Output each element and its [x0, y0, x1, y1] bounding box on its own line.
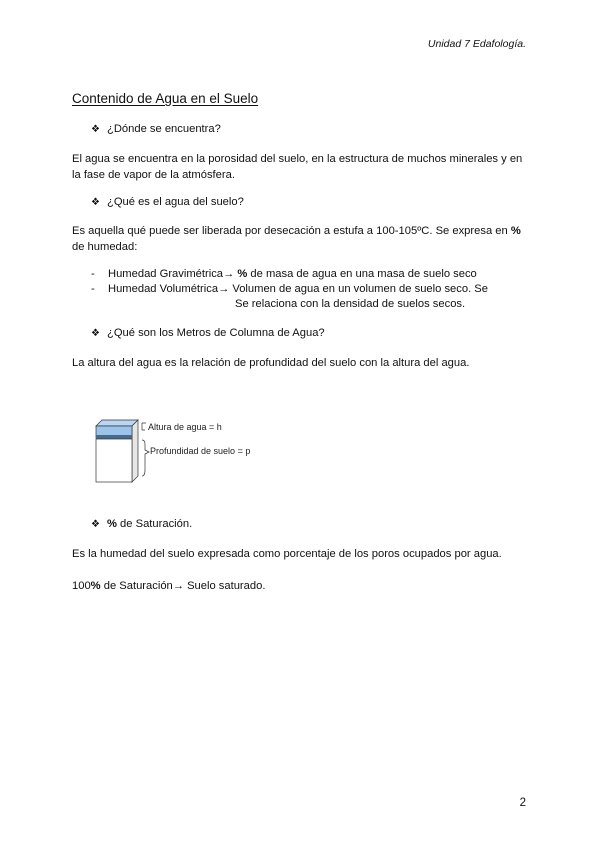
list-item-continuation: Se relaciona con la densidad de suelos secos.	[235, 298, 466, 310]
running-header: Unidad 7 Edafología.	[427, 38, 526, 50]
diamond-bullet-icon: ❖	[91, 519, 100, 530]
list-item-volumetric: - Humedad Volumétrica→ Volumen de agua en un volumen de suelo seco. Se	[91, 283, 488, 295]
diamond-bullet-icon: ❖	[91, 328, 100, 339]
diamond-bullet-icon: ❖	[91, 124, 100, 135]
paragraph-line: Es la humedad del suelo expresada como porcentaje de los poros ocupados por agua.	[72, 548, 502, 560]
paragraph-line: de humedad:	[72, 241, 138, 253]
paragraph-line	[72, 578, 528, 594]
bullet-what	[91, 196, 244, 208]
paragraph-line: El agua se encuentra en la porosidad del suelo, en la estructura de muchos minerales y en	[72, 153, 523, 165]
paragraph-location	[72, 151, 528, 183]
percent-symbol: %	[90, 580, 101, 592]
bullet-saturation	[91, 518, 192, 530]
percent-symbol: %	[237, 268, 248, 280]
text-run: de Saturación→ Suelo saturado.	[100, 580, 266, 592]
list-item-gravimetric: - Humedad Gravimétrica→ % de masa de agua en una masa de suelo seco	[91, 268, 477, 280]
paragraph-saturation-definition	[72, 546, 528, 562]
water-bracket	[142, 423, 146, 430]
page-number: 2	[519, 797, 526, 809]
bullet-text: ¿Dónde se encuentra?	[107, 123, 221, 135]
paragraph-line: La altura del agua es la relación de profundidad del suelo con la altura del agua.	[72, 357, 470, 369]
section-title: Contenido de Agua en el Suelo	[72, 91, 259, 106]
bullet-text: ¿Qué son los Metros de Columna de Agua?	[107, 327, 325, 339]
soil-layer	[96, 439, 132, 482]
water-top-face	[96, 420, 138, 426]
bullet-text: ¿Qué es el agua del suelo?	[107, 196, 244, 208]
paragraph-water-height	[72, 355, 528, 371]
bullet-water-column	[91, 327, 325, 339]
paragraph-saturated-soil	[72, 578, 528, 594]
text-run: de masa de agua en una masa de suelo seco	[247, 268, 477, 280]
percent-symbol: %	[510, 225, 521, 237]
paragraph-line: la fase de vapor de la atmósfera.	[72, 169, 235, 181]
soil-band	[96, 435, 132, 439]
soil-depth-label: Profundidad de suelo = p	[150, 446, 251, 456]
bullet-text: de Saturación.	[116, 518, 193, 530]
bullet-where	[91, 123, 221, 135]
column-side-face	[132, 420, 138, 482]
soil-bracket	[142, 440, 149, 476]
text-run: Humedad Volumétrica→ Volumen de agua en un volumen de suelo seco. Se	[108, 283, 488, 295]
water-height-label: Altura de agua = h	[148, 422, 222, 432]
text-run: 100	[72, 580, 91, 592]
text-run: Es aquella qué puede ser liberada por desecación a estufa a 100-105ºC. Se expresa en	[72, 225, 511, 237]
diamond-bullet-icon: ❖	[91, 197, 100, 208]
paragraph-definition	[72, 223, 528, 255]
paragraph-line	[72, 223, 528, 239]
percent-symbol: %	[107, 518, 117, 530]
soil-column-diagram	[92, 418, 292, 484]
text-run: Humedad Gravimétrica→	[108, 268, 238, 280]
